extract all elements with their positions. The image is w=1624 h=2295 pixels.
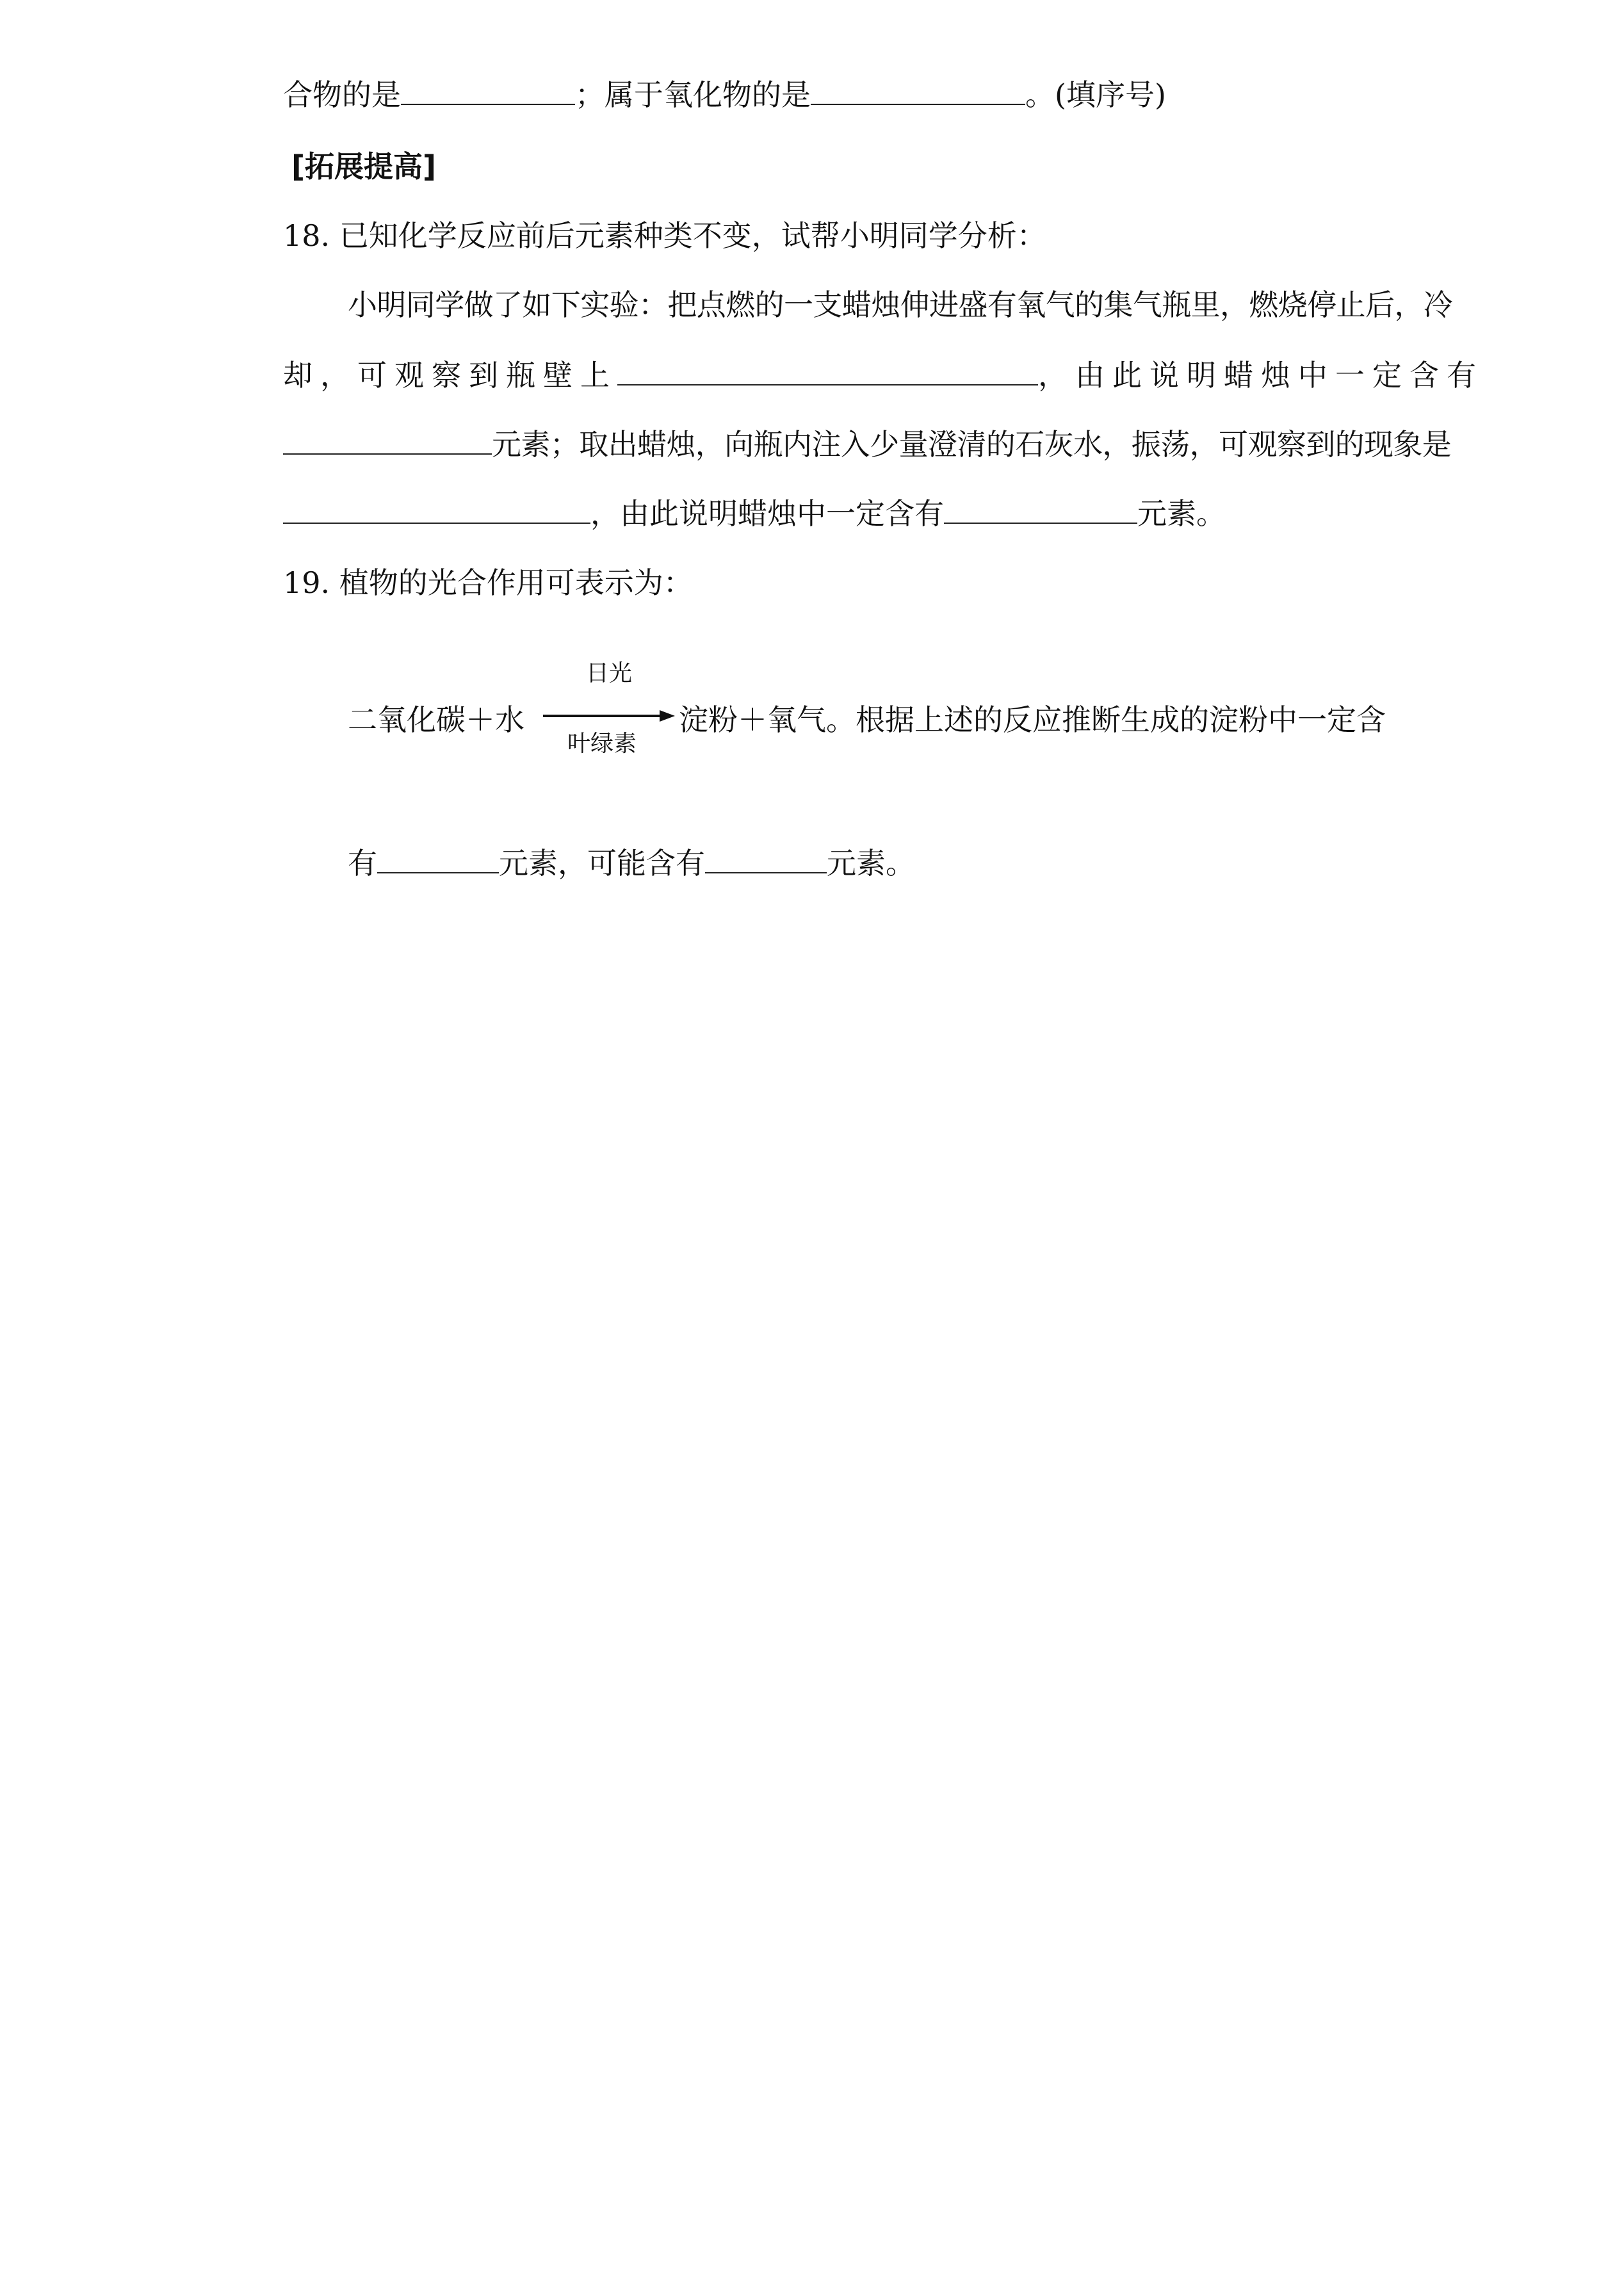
q18-line2-suffix: ，由此说明蜡烛中一定含有 (1038, 358, 1484, 393)
q18-wall-observation-blank[interactable] (617, 357, 1038, 385)
q18-line4 (283, 494, 1226, 533)
q19-possible-element-blank[interactable] (705, 845, 827, 873)
q19-intro-line (283, 564, 693, 602)
q18-line2 (283, 356, 1484, 394)
q18-element-blank-1[interactable] (283, 426, 492, 455)
q19-reactants: 二氧化碳＋水 (348, 702, 524, 737)
q18-line4-mid: ，由此说明蜡烛中一定含有 (590, 496, 944, 531)
q18-line3-suffix: 元素；取出蜡烛，向瓶内注入少量澄清的石灰水，振荡，可观察到的现象是 (492, 427, 1452, 462)
section-heading: [拓展提高] (291, 149, 437, 184)
q19-line3-mid: 元素，可能含有 (499, 846, 705, 880)
q19-number: 19. (283, 565, 330, 600)
q17-tail-line (283, 76, 1166, 114)
q19-condition-bottom: 叶绿素 (567, 731, 637, 757)
q19-intro: 植物的光合作用可表示为： (339, 565, 693, 600)
q18-line2-prefix: 却，可观察到瓶壁上 (283, 358, 617, 393)
q18-line4-suffix: 元素。 (1137, 496, 1226, 531)
q19-products-line: 淀粉＋氧气。根据上述的反应推断生成的淀粉中一定含 (679, 702, 1386, 737)
reaction-arrow-icon (542, 708, 676, 724)
q19-condition-top: 日光 (586, 660, 633, 686)
q17-oxide-blank[interactable] (811, 77, 1025, 105)
q17-prefix: 合物的是 (283, 77, 401, 112)
q18-line3 (283, 425, 1451, 464)
q19-certain-element-blank[interactable] (377, 845, 499, 873)
q18-number: 18. (283, 218, 330, 253)
q18-element-blank-2[interactable] (944, 496, 1137, 524)
q18-line1: 小明同学做了如下实验：把点燃的一支蜡烛伸进盛有氧气的集气瓶里，燃烧停止后，冷 (348, 288, 1453, 322)
q19-line3-suffix: 元素。 (827, 846, 915, 880)
q18-intro: 已知化学反应前后元素种类不变，试帮小明同学分析： (339, 218, 1046, 253)
q17-suffix: 。(填序号) (1025, 77, 1166, 112)
q18-phenomenon-blank[interactable] (283, 496, 590, 524)
q19-line3 (348, 844, 915, 882)
q17-compound-blank[interactable] (401, 77, 575, 105)
q19-line3-prefix: 有 (348, 846, 377, 880)
q17-mid: ；属于氧化物的是 (575, 77, 811, 112)
q18-intro-line (283, 216, 1046, 255)
